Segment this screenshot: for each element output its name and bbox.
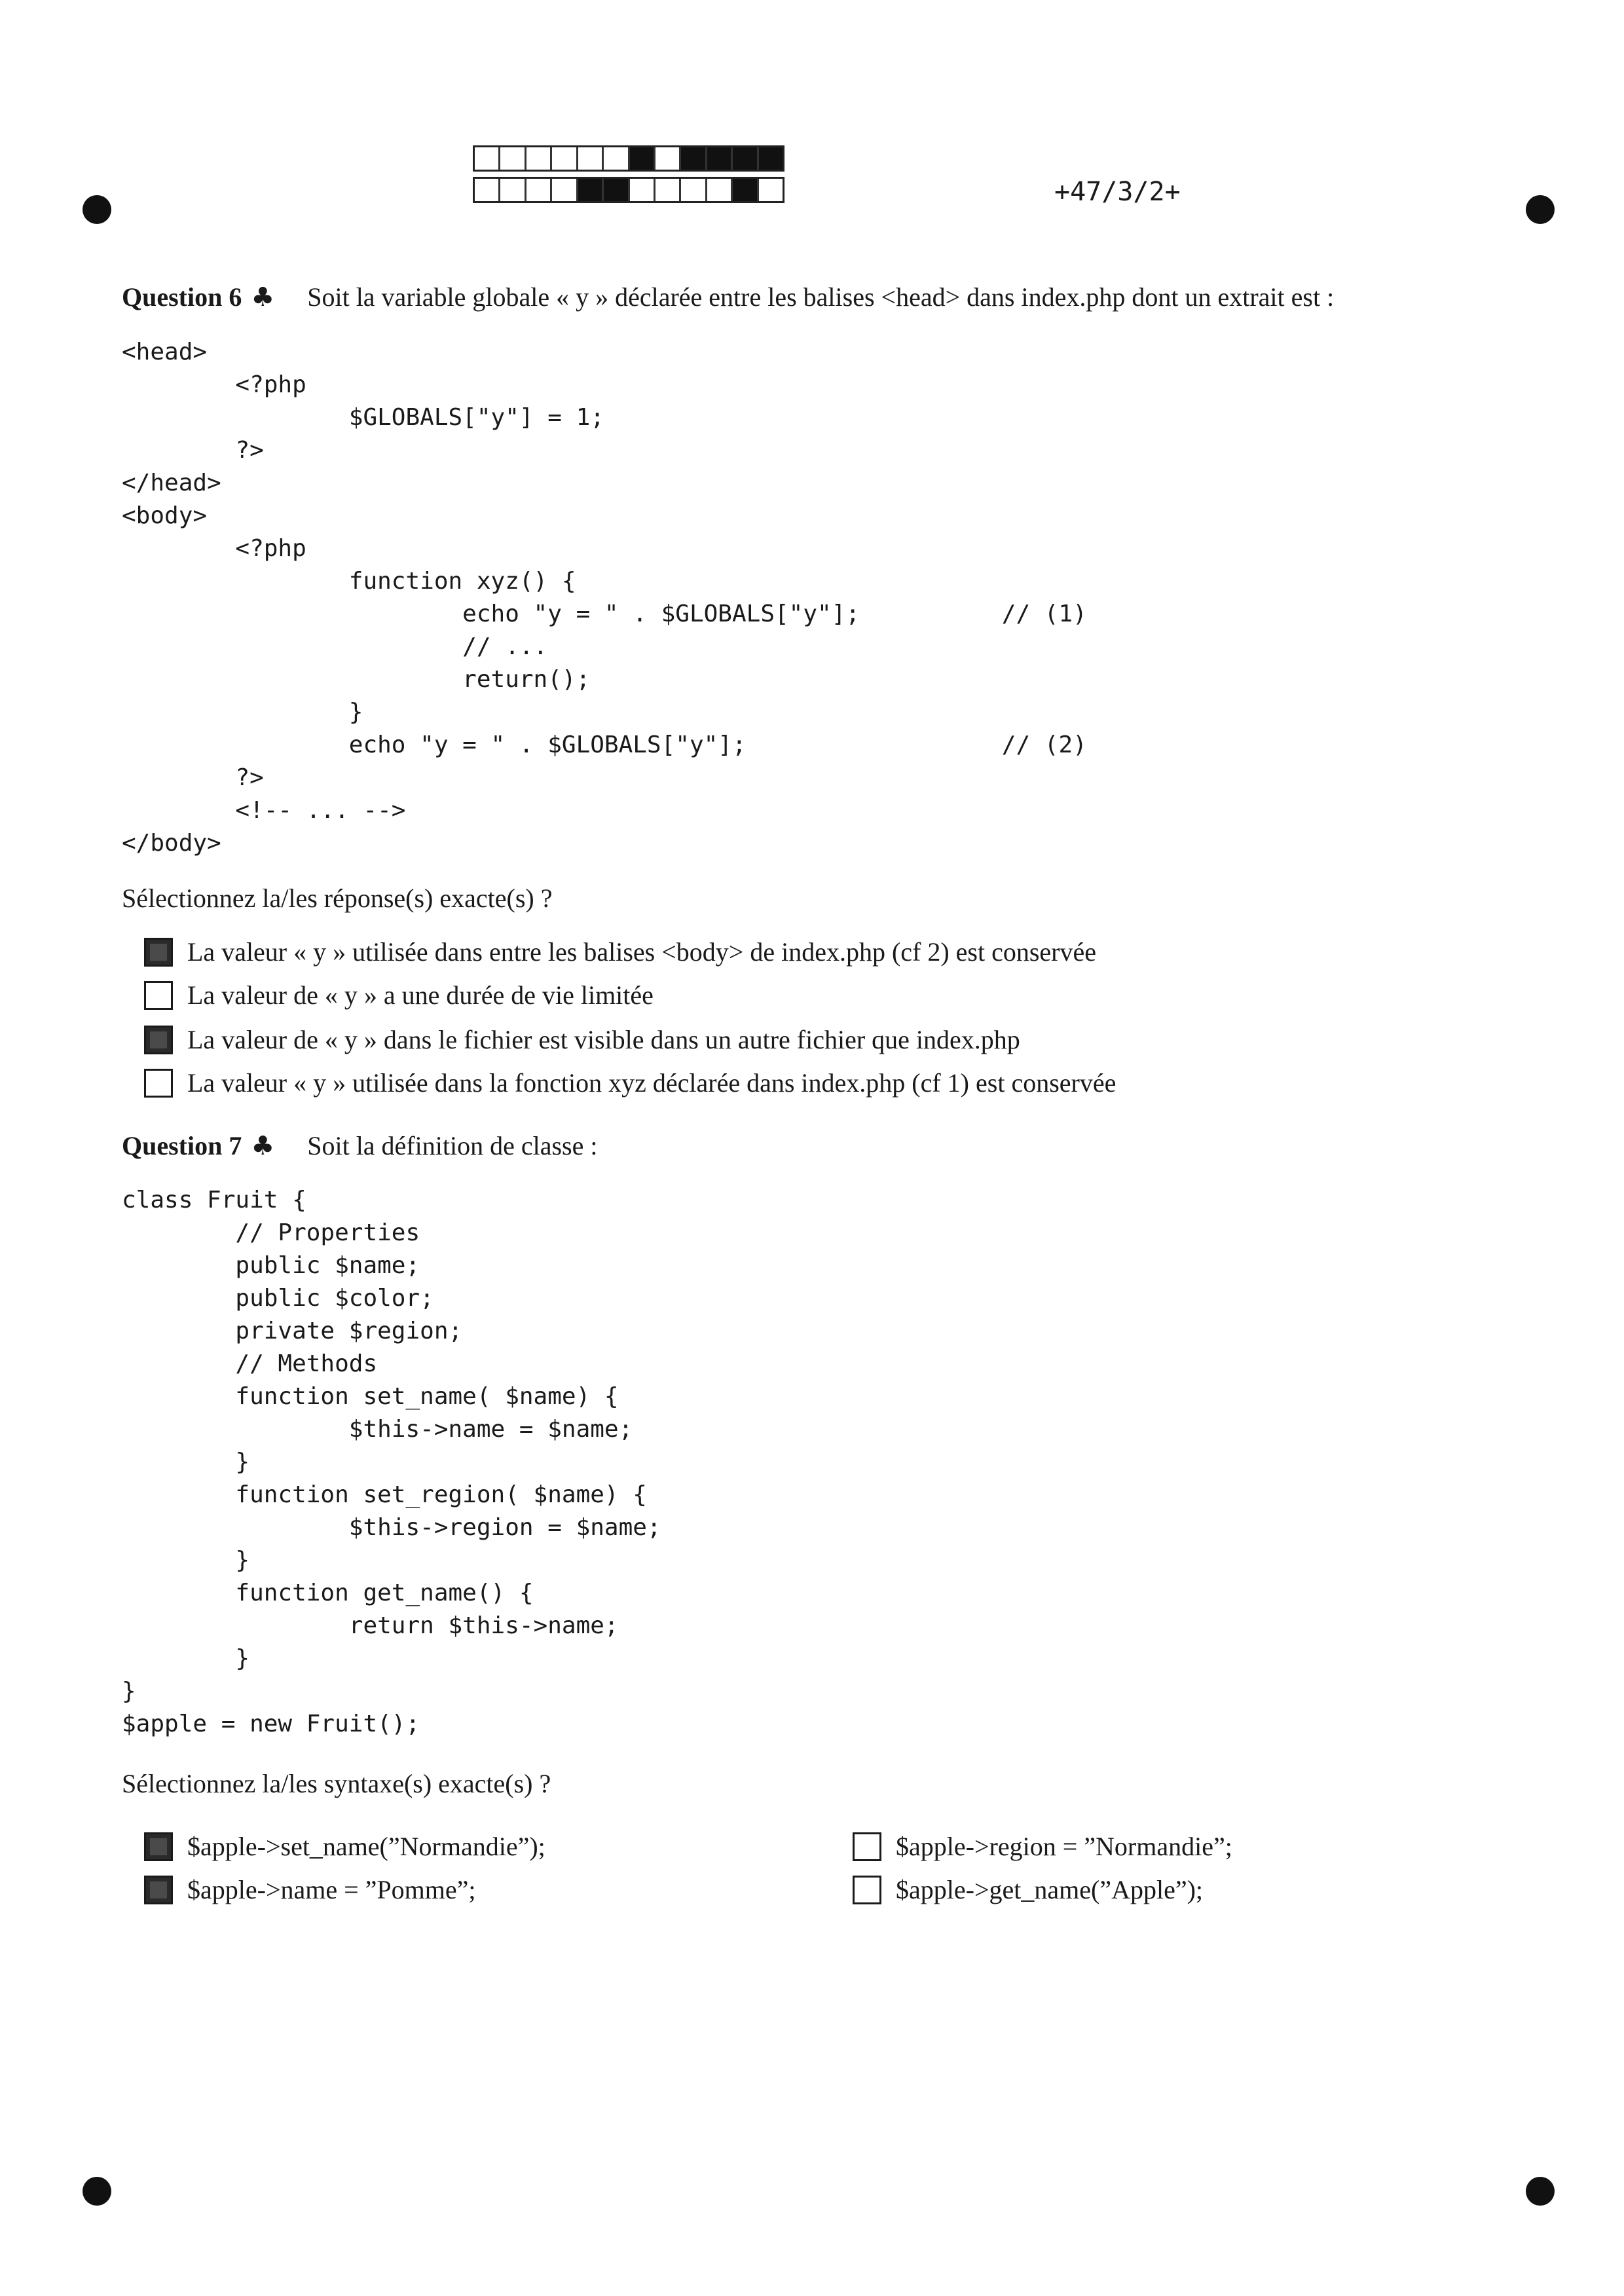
q6-answer-3[interactable] bbox=[144, 1024, 1020, 1055]
barcode-cell bbox=[578, 147, 604, 170]
q7-answer-4[interactable] bbox=[853, 1874, 1203, 1905]
q7-checkbox-3[interactable] bbox=[853, 1832, 881, 1861]
q7-answer-3-text: $apple->region = ”Normandie”; bbox=[896, 1832, 1232, 1861]
barcode-cell bbox=[604, 179, 629, 201]
q6-answer-3-text: La valeur de « y » dans le fichier est visible dans un autre fichier que index.php bbox=[187, 1025, 1020, 1054]
q6-checkbox-2[interactable] bbox=[144, 981, 173, 1010]
registration-mark-bottom-left bbox=[83, 2177, 111, 2206]
club-icon: ♣ bbox=[251, 282, 275, 312]
q6-answer-2[interactable] bbox=[144, 980, 654, 1010]
barcode-cell bbox=[655, 147, 681, 170]
question-7-label: Question 7 bbox=[122, 1131, 242, 1160]
barcode-cell bbox=[630, 179, 655, 201]
q7-answer-2[interactable] bbox=[144, 1874, 476, 1905]
barcode-cell bbox=[707, 179, 733, 201]
q7-answer-3[interactable] bbox=[853, 1831, 1232, 1862]
question-6-prompt: Sélectionnez la/les réponse(s) exacte(s) ? bbox=[122, 883, 553, 913]
question-6-code: <head> <?php $GLOBALS["y"] = 1; ?> </head> <body> <?php function xyz() { echo "y = " . $GLOBALS["y"]; // (1) // ... return(); } echo "y = " . $GLOBALS["y"]; // (2) ?> <!-- ... --> </body> bbox=[122, 339, 1087, 857]
registration-mark-bottom-right bbox=[1526, 2177, 1555, 2206]
barcode-cell bbox=[759, 147, 783, 170]
barcode-cell bbox=[526, 179, 552, 201]
registration-mark-top-right bbox=[1526, 195, 1555, 224]
q7-answer-1[interactable] bbox=[144, 1831, 545, 1862]
question-6-label: Question 6 bbox=[122, 282, 242, 312]
barcode-cell bbox=[681, 147, 707, 170]
barcode-cell bbox=[552, 147, 578, 170]
barcode-cell bbox=[500, 147, 526, 170]
barcode-bottom-row bbox=[473, 177, 784, 203]
q7-checkbox-1[interactable] bbox=[144, 1832, 173, 1861]
barcode-cell bbox=[578, 179, 604, 201]
q7-checkbox-2[interactable] bbox=[144, 1876, 173, 1904]
barcode-cell bbox=[604, 147, 629, 170]
q6-checkbox-3[interactable] bbox=[144, 1026, 173, 1054]
q6-checkbox-1[interactable] bbox=[144, 938, 173, 967]
question-7-statement: Soit la définition de classe : bbox=[307, 1131, 598, 1160]
barcode-cell bbox=[655, 179, 681, 201]
club-icon: ♣ bbox=[251, 1131, 275, 1161]
q6-checkbox-4[interactable] bbox=[144, 1069, 173, 1098]
barcode-cell bbox=[526, 147, 552, 170]
barcode-cell bbox=[500, 179, 526, 201]
question-7-header bbox=[122, 1130, 597, 1161]
question-6-statement: Soit la variable globale « y » déclarée entre les balises <head> dans index.php dont un extrait est : bbox=[307, 282, 1335, 312]
q6-answer-1-text: La valeur « y » utilisée dans entre les balises <body> de index.php (cf 2) est conservée bbox=[187, 937, 1097, 967]
q6-answer-1[interactable] bbox=[144, 936, 1096, 967]
barcode-cell bbox=[630, 147, 655, 170]
registration-mark-top-left bbox=[83, 195, 111, 224]
barcode-cell bbox=[475, 147, 500, 170]
q7-answer-2-text: $apple->name = ”Pomme”; bbox=[187, 1875, 476, 1904]
q7-answer-4-text: $apple->get_name(”Apple”); bbox=[896, 1875, 1204, 1904]
barcode-cell bbox=[475, 179, 500, 201]
barcode-top-row bbox=[473, 145, 784, 172]
barcode-cell bbox=[681, 179, 707, 201]
q6-answer-4[interactable] bbox=[144, 1067, 1116, 1098]
question-7-prompt: Sélectionnez la/les syntaxe(s) exacte(s) ? bbox=[122, 1769, 551, 1798]
question-7-code: class Fruit { // Properties public $name; public $color; private $region; // Methods function set_name( $name) { $this->name = $name; } function set_region( $name) { $this->region = $name; } function get_name() { return $this->name; } } $apple = new Fruit(); bbox=[122, 1187, 661, 1737]
barcode-cell bbox=[733, 147, 758, 170]
barcode-cell bbox=[733, 179, 758, 201]
barcode-cell bbox=[552, 179, 578, 201]
question-6-header bbox=[122, 282, 1334, 312]
barcode-cell bbox=[707, 147, 733, 170]
barcode-cell bbox=[759, 179, 783, 201]
sheet-id: +47/3/2+ bbox=[1054, 177, 1181, 207]
q6-answer-4-text: La valeur « y » utilisée dans la fonction xyz déclarée dans index.php (cf 1) est conservée bbox=[187, 1068, 1116, 1098]
q7-answer-1-text: $apple->set_name(”Normandie”); bbox=[187, 1832, 545, 1861]
q7-checkbox-4[interactable] bbox=[853, 1876, 881, 1904]
q6-answer-2-text: La valeur de « y » a une durée de vie limitée bbox=[187, 980, 654, 1010]
